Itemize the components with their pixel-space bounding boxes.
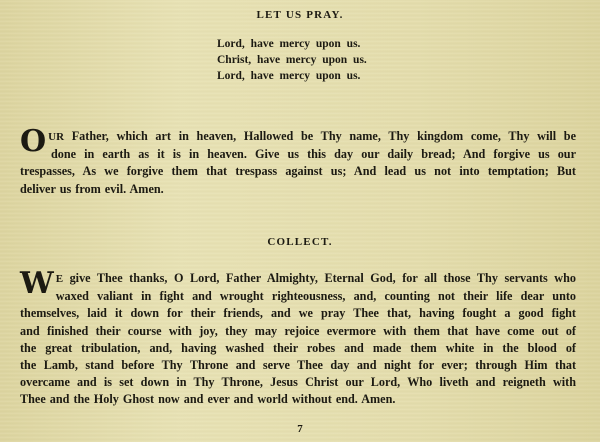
response-line: Christ, have mercy upon us. (217, 54, 367, 66)
text-line: overcame and is set down in Thy Throne, Jesus Christ our Lord, Who liveth and reigneth with (20, 375, 576, 390)
text-line: UR Father, which art in heaven, Hallowed be Thy name, Thy kingdom come, Thy will be (48, 129, 576, 143)
text-line: themselves, laid it down for their friends, and we pray Thee that, having fought a good fight (20, 306, 576, 321)
text-line: waxed valiant in fight and wrought righteousness, and, counting not their life dear unto (55, 289, 576, 304)
collect-paragraph (20, 266, 576, 409)
response-line: Lord, have mercy upon us. (217, 70, 361, 82)
text-line: trespasses, As we forgive them that trespass against us; And lead us not into temptation; But (20, 164, 576, 179)
response-line: Lord, have mercy upon us. (217, 38, 361, 50)
text-line: deliver us from evil. Amen. (20, 181, 164, 196)
text-line: Thee and the Holy Ghost now and ever and world without end. Amen. (20, 392, 396, 407)
drop-cap: O (20, 124, 47, 159)
text-line: E give Thee thanks, O Lord, Father Almighty, Eternal God, for all those Thy servants who (55, 271, 576, 285)
text-line: the great tribulation, and, having washed their robes and made them white in the blood of (20, 340, 576, 355)
heading-let-us-pray: LET US PRAY. (256, 9, 344, 21)
text-line: and finished their course with joy, they may rejoice evermore with them that have come out of (20, 323, 576, 338)
heading-collect: COLLECT. (267, 236, 333, 248)
lords-prayer-paragraph (20, 124, 576, 198)
text-line: the Lamb, stand before Thy Throne and serve Thee day and night for ever; through Him that (20, 358, 576, 373)
drop-cap: W (20, 266, 54, 301)
kyrie-responses (217, 36, 367, 84)
page-number: 7 (297, 423, 303, 435)
text-line: done in earth as it is in heaven. Give us this day our daily bread; And forgive us our (51, 147, 576, 162)
